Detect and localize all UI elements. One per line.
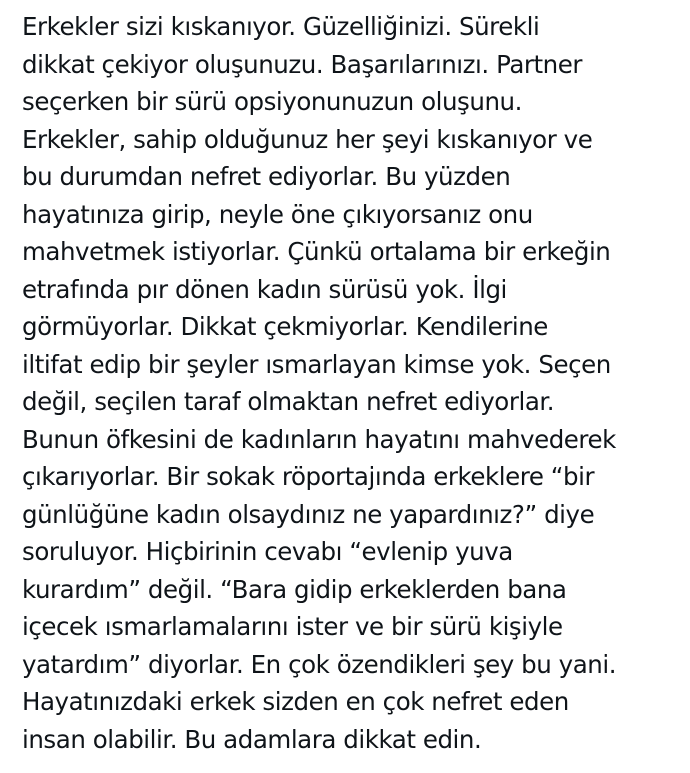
post-text-line: soruluyor. Hiçbirinin cevabı “evlenip yuva <box>22 537 513 566</box>
post-text-line: iltifat edip bir şeyler ısmarlayan kimse yok. Seçen <box>22 349 611 379</box>
post-text-line: kurardım” değil. “Bara gidip erkeklerden bana <box>22 574 567 604</box>
post-text-line: Bunun öfkesini de kadınların hayatını mahvederek <box>22 424 616 454</box>
post-text-line: hayatınıza girip, neyle öne çıkıyorsanız onu <box>22 199 533 229</box>
post-text-line: günlüğüne kadın olsaydınız ne yapardınız?” diye <box>22 499 595 529</box>
post-text-line: içecek ısmarlamalarını ister ve bir sürü kişiyle <box>22 612 563 641</box>
post-text-line: dikkat çekiyor oluşunuzu. Başarılarınızı. Partner <box>22 49 582 79</box>
post-text-line: değil, seçilen taraf olmaktan nefret ediyorlar. <box>22 387 555 416</box>
post-text-line: Hayatınızdaki erkek sizden en çok nefret eden <box>22 687 569 716</box>
post-text-line: mahvetmek istiyorlar. Çünkü ortalama bir erkeğin <box>22 237 611 266</box>
post-text-line: etrafında pır dönen kadın sürüsü yok. İlgi <box>22 274 507 304</box>
post-text <box>22 8 682 758</box>
post-text-line: görmüyorlar. Dikkat çekmiyorlar. Kendilerine <box>22 312 548 341</box>
post-text-line: bu durumdan nefret ediyorlar. Bu yüzden <box>22 162 511 191</box>
post-text-line: yatardım” diyorlar. En çok özendikleri şey bu yani. <box>22 649 617 679</box>
post-text-line: insan olabilir. Bu adamlara dikkat edin. <box>22 724 482 754</box>
post-text-line: Erkekler sizi kıskanıyor. Güzelliğinizi. Sürekli <box>22 12 540 41</box>
post-text-line: seçerken bir sürü opsiyonunuzun oluşunu. <box>22 87 522 116</box>
post-text-line: Erkekler, sahip olduğunuz her şeyi kıskanıyor ve <box>22 124 593 154</box>
post-text-line: çıkarıyorlar. Bir sokak röportajında erkeklere “bir <box>22 462 595 491</box>
